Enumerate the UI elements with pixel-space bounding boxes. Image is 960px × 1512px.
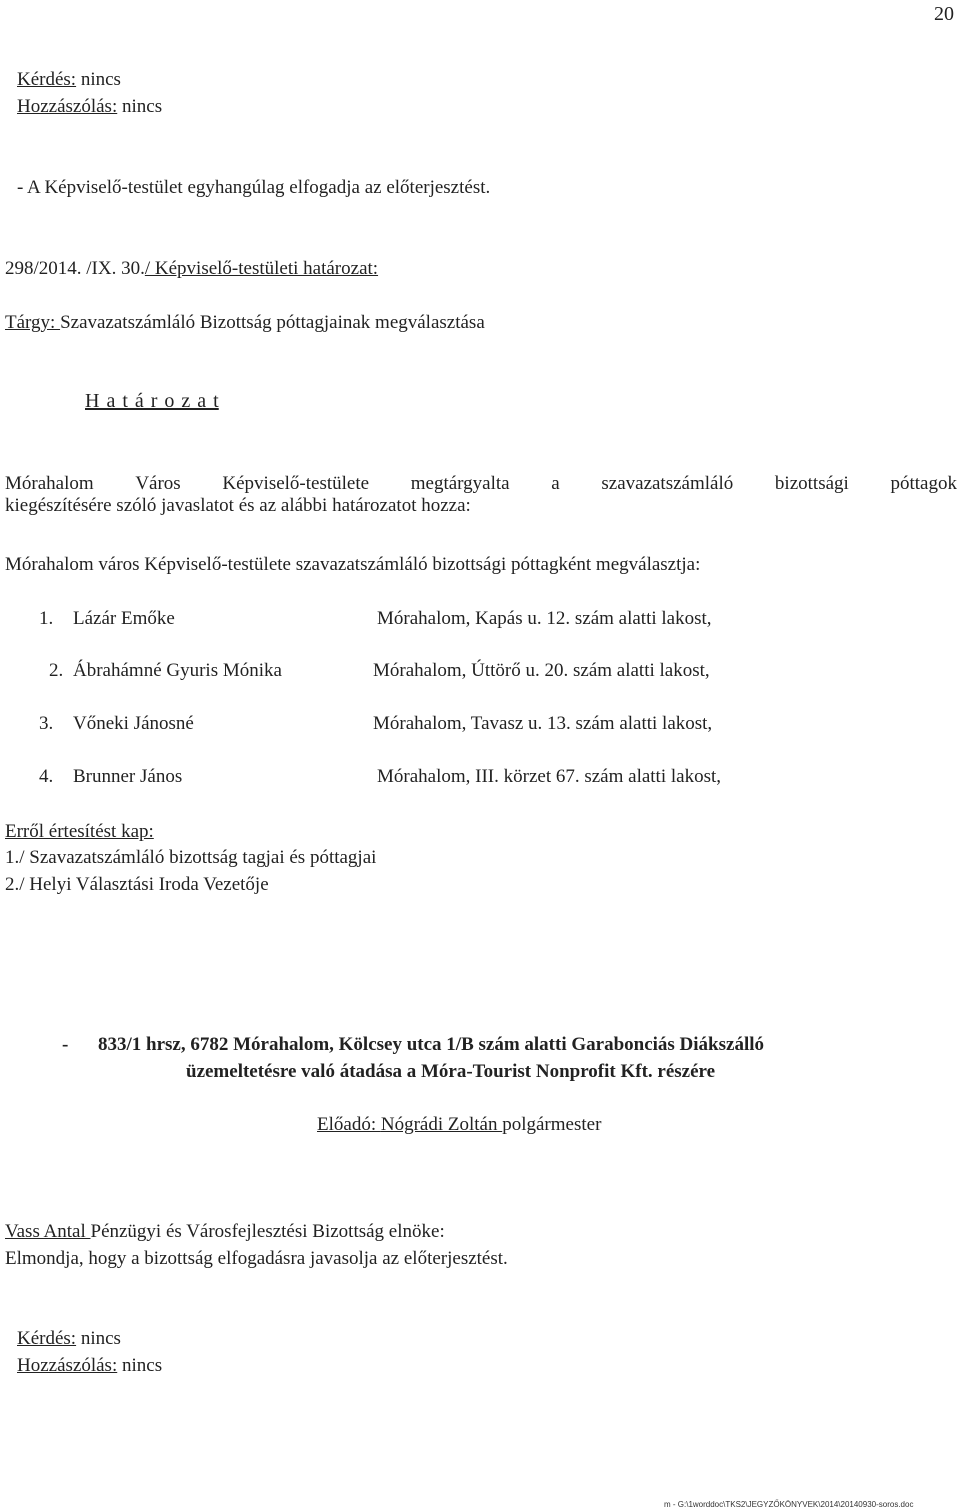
body-word: bizottsági bbox=[774, 473, 849, 494]
agenda-dash: - bbox=[62, 1034, 69, 1055]
member-name: Ábrahámné Gyuris Mónika bbox=[73, 660, 282, 681]
body-word: Mórahalom bbox=[5, 473, 94, 494]
member-address: Mórahalom, Kapás u. 12. szám alatti lakost, bbox=[377, 608, 712, 629]
comment-value: nincs bbox=[117, 96, 163, 117]
footer-path: m - G:\1worddoc\TKS2\JEGYZŐKÖNYVEK\2014\20140930-soros.doc bbox=[664, 1500, 914, 1509]
body-word: megtárgyalta bbox=[410, 473, 510, 494]
member-address: Mórahalom, Úttörő u. 20. szám alatti lakost, bbox=[373, 660, 710, 681]
comment-value: nincs bbox=[117, 1355, 163, 1376]
question-label: Kérdés: bbox=[17, 1328, 77, 1349]
question-value: nincs bbox=[76, 1328, 121, 1349]
member-name: Vőneki Jánosné bbox=[73, 713, 194, 734]
presenter-name: Nógrádi Zoltán bbox=[380, 1114, 503, 1135]
speaker-statement: Elmondja, hogy a bizottság elfogadásra javasolja az előterjesztést. bbox=[5, 1248, 508, 1269]
member-num: 4. bbox=[39, 766, 54, 787]
comment-line bbox=[17, 96, 162, 118]
notify-item: 2./ Helyi Választási Iroda Vezetője bbox=[5, 874, 269, 895]
question-line bbox=[17, 69, 121, 91]
body-word: Város bbox=[135, 473, 181, 494]
member-name: Lázár Emőke bbox=[73, 608, 175, 629]
body-word: a bbox=[551, 473, 560, 494]
agenda-title-line-1: 833/1 hrsz, 6782 Mórahalom, Kölcsey utca 1/B szám alatti Garabonciás Diákszálló bbox=[98, 1034, 765, 1055]
notify-item: 1./ Szavazatszámláló bizottság tagjai és póttagjai bbox=[5, 847, 377, 868]
resolution-body-line-2: kiegészítésére szóló javaslatot és az alábbi határozatot hozza: bbox=[5, 495, 471, 516]
question-label: Kérdés: bbox=[17, 69, 77, 90]
presenter-role: polgármester bbox=[502, 1114, 602, 1135]
subject-line bbox=[5, 312, 485, 334]
question-value: nincs bbox=[76, 69, 121, 90]
speaker-name: Vass Antal bbox=[5, 1221, 91, 1242]
speaker-title: Pénzügyi és Városfejlesztési Bizottság elnöke: bbox=[90, 1221, 445, 1242]
member-address: Mórahalom, Tavasz u. 13. szám alatti lakost, bbox=[373, 713, 713, 734]
presenter-line bbox=[317, 1114, 601, 1136]
member-name: Brunner János bbox=[73, 766, 183, 787]
vote-text: - A Képviselő-testület egyhangúlag elfogadja az előterjesztést. bbox=[17, 177, 491, 198]
comment-line bbox=[17, 1355, 162, 1377]
agenda-title-line-2: üzemeltetésre való átadása a Móra-Tourist Nonprofit Kft. részére bbox=[186, 1061, 716, 1082]
page-number: 20 bbox=[934, 3, 954, 25]
resolution-number: 298/2014. /IX. 30. bbox=[5, 258, 145, 279]
member-address: Mórahalom, III. körzet 67. szám alatti lakost, bbox=[377, 766, 722, 787]
comment-label: Hozzászólás: bbox=[17, 96, 118, 117]
body-word: Képviselő-testülete bbox=[222, 473, 370, 494]
comment-label: Hozzászólás: bbox=[17, 1355, 118, 1376]
member-num: 2. bbox=[49, 660, 64, 681]
resolution-title: / Képviselő-testületi határozat: bbox=[144, 258, 379, 279]
subject-label: Tárgy: bbox=[5, 312, 61, 333]
member-num: 3. bbox=[39, 713, 54, 734]
member-num: 1. bbox=[39, 608, 54, 629]
presenter-label: Előadó: bbox=[317, 1114, 381, 1135]
resolution-number-line bbox=[5, 258, 378, 280]
question-line bbox=[17, 1328, 121, 1350]
resolution-heading: H a t á r o z a t bbox=[85, 390, 219, 412]
body-word: szavazatszámláló bbox=[601, 473, 734, 494]
subject-text: Szavazatszámláló Bizottság póttagjainak megválasztása bbox=[60, 312, 485, 333]
resolution-body bbox=[5, 473, 957, 517]
resolution-body-line-1 bbox=[5, 473, 957, 495]
speaker-line bbox=[5, 1221, 445, 1243]
body-word: póttagok bbox=[890, 473, 957, 494]
notify-label: Erről értesítést kap: bbox=[5, 821, 154, 842]
elect-text: Mórahalom város Képviselő-testülete szavazatszámláló bizottsági póttagként megválasztja: bbox=[5, 554, 701, 575]
